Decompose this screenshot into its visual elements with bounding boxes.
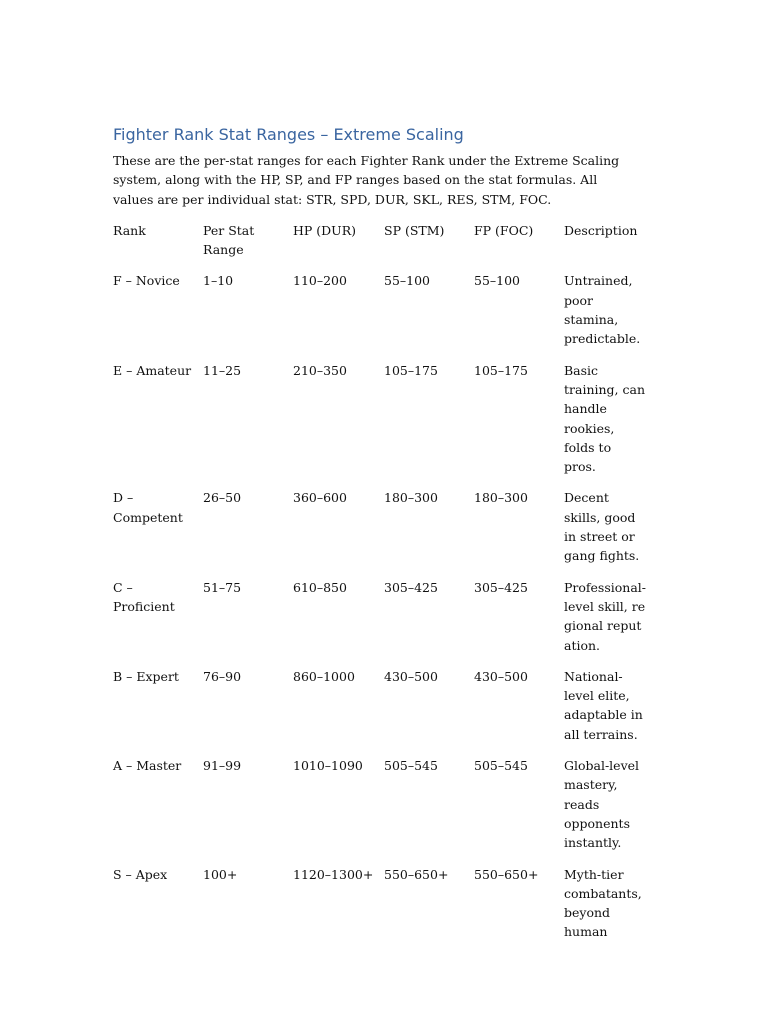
cell-rank: E – Amateur [113,362,192,378]
cell-rank: F – Novice [113,273,180,289]
cell-hp: 860–1000 [293,668,355,684]
cell-description: Global-level mastery, reads opponents instantly. [564,758,640,851]
header-sp: SP (STM) [384,222,445,238]
cell-description: National-level elite, adaptable in all terrains. [564,668,643,742]
cell-sp: 105–175 [384,362,438,378]
cell-fp: 55–100 [474,273,521,289]
table-row [113,488,646,577]
cell-fp: 105–175 [474,362,528,378]
table-row [113,756,646,864]
cell-per-stat: 1–10 [203,273,234,289]
cell-fp: 305–425 [474,579,528,595]
cell-sp: 305–425 [384,579,438,595]
cell-per-stat: 11–25 [203,362,242,378]
table-row [113,865,646,954]
cell-description: Professional-level skill, regional reputation. [564,579,647,653]
cell-fp: 430–500 [474,668,528,684]
header-per-stat: Per Stat Range [203,222,255,258]
cell-rank: S – Apex [113,866,168,882]
cell-sp: 550–650+ [384,866,449,882]
cell-hp: 210–350 [293,362,347,378]
cell-per-stat: 51–75 [203,579,242,595]
cell-rank: A – Master [113,758,182,774]
cell-fp: 180–300 [474,490,528,506]
cell-rank: C – Proficient [113,579,175,614]
table-row [113,361,646,489]
cell-sp: 180–300 [384,490,438,506]
cell-sp: 505–545 [384,758,438,774]
cell-hp: 610–850 [293,579,347,595]
cell-per-stat: 26–50 [203,490,242,506]
table-header-row [113,221,646,272]
cell-description: Basic training, can handle rookies, folds to pros. [564,362,645,475]
intro-paragraph: These are the per-stat ranges for each Fighter Rank under the Extreme Scaling system, along with the HP, SP, and FP ranges based on the stat formulas. All values are per individual stat: STR, SPD, DUR, SKL, RES, STM, FOC. [113,153,620,207]
header-fp: FP (FOC) [474,222,534,238]
table-row [113,667,646,756]
cell-hp: 360–600 [293,490,347,506]
cell-description: Myth-tier combatants, beyond human [564,866,642,940]
rank-table [113,221,646,954]
cell-rank: B – Expert [113,668,179,684]
cell-sp: 430–500 [384,668,438,684]
cell-per-stat: 76–90 [203,668,242,684]
cell-hp: 1010–1090 [293,758,363,774]
cell-fp: 505–545 [474,758,528,774]
cell-hp: 1120–1300+ [293,866,374,882]
cell-description: Untrained, poor stamina, predictable. [564,273,641,347]
cell-description: Decent skills, good in street or gang fights. [564,490,640,564]
cell-sp: 55–100 [384,273,431,289]
header-rank: Rank [113,222,146,238]
cell-rank: D – Competent [113,490,183,525]
cell-per-stat: 100+ [203,866,238,882]
cell-hp: 110–200 [293,273,347,289]
document-title: Fighter Rank Stat Ranges – Extreme Scaling [113,125,464,144]
header-hp: HP (DUR) [293,222,357,238]
cell-per-stat: 91–99 [203,758,242,774]
header-description: Description [564,222,638,238]
document-page [113,124,653,954]
cell-fp: 550–650+ [474,866,539,882]
table-row [113,271,646,360]
table-row [113,578,646,667]
